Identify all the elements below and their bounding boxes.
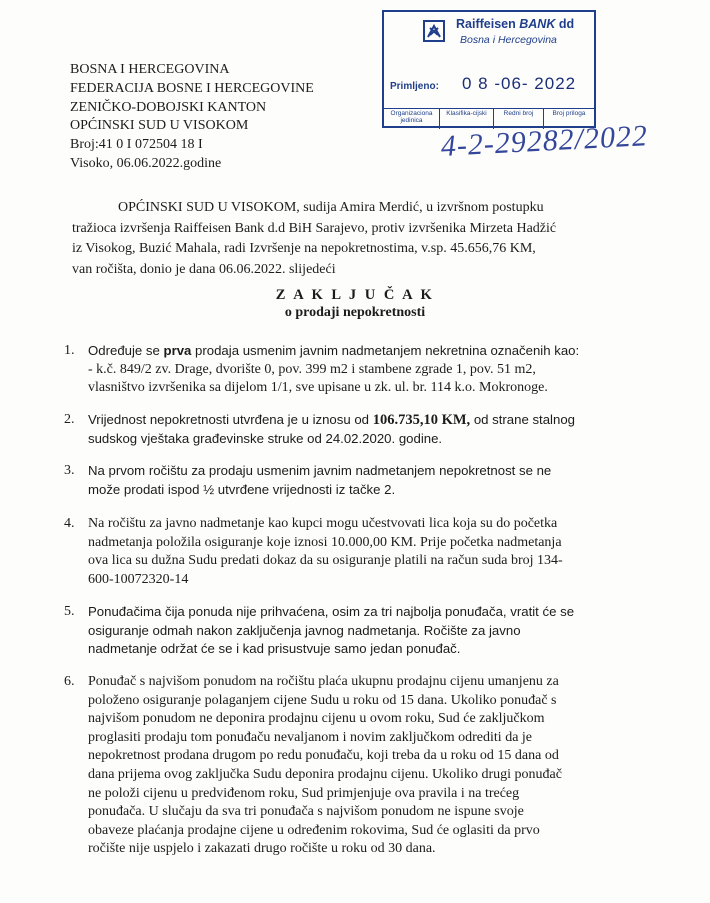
item-line: Vrijednost nepokretnosti utvrđena je u iznosu od 106.735,10 KM, od strane stalnog (88, 412, 575, 428)
raiffeisen-logo-icon (423, 20, 445, 42)
stamp-col-attach: Broj priloga (552, 110, 586, 117)
item-line: 600-10072320-14 (88, 571, 189, 587)
item-number: 6. (64, 674, 75, 689)
item-line: nepokretnost prodana drugom po redu ponuđaču, koji treba da u roku od 15 dana od (88, 748, 559, 764)
item-line: položeno osiguranje polaganjem cijene Sudu u roku od 15 dana. Ukoliko ponuđač s (88, 692, 557, 708)
numbered-item-5 (64, 603, 620, 659)
item-line: nadmetanje održat će se i kad prisustvuje samo jedan ponuđač. (88, 641, 461, 657)
item-line: proglasiti prodaju tom ponuđaču nevaljanom i novim zaključkom odrediti da je (88, 729, 533, 745)
item-number: 4. (64, 516, 75, 531)
document-date: Visoko, 06.06.2022.godine (70, 155, 222, 171)
item-line: ročište nije uspjelo i zakazati drugo ročište u roku od 30 dana. (88, 841, 436, 857)
handwritten-reference-number: 4-2-29282/2022 (440, 119, 649, 163)
header-line: OPĆINSKI SUD U VISOKOM (70, 118, 249, 134)
header-line: ZENIČKO-DOBOJSKI KANTON (70, 99, 267, 115)
item-line: osiguranje odmah nakon zaključenja javnog nadmetanja. Ročište za javno (88, 622, 521, 638)
stamp-bank-name: Raiffeisen BANK dd (456, 17, 575, 31)
item-line: ponuđača. U slučaju da sva tri ponuđača s najvišom ponudom ne ispune svoje (88, 804, 524, 820)
numbered-item-4 (64, 515, 620, 589)
item-number: 1. (64, 343, 75, 358)
numbered-item-3 (64, 462, 620, 499)
item-line: sudskog vještaka građevinske struke od 24.02.2020. godine. (88, 430, 443, 446)
document-subtitle: o prodaji nepokretnosti (284, 305, 426, 320)
intro-line: iz Visokog, Buzić Mahala, radi Izvršenje na nepokretnostima, v.sp. 45.656,76 KM, (72, 241, 536, 256)
case-number: Broj:41 0 I 072504 18 I (70, 137, 203, 153)
intro-paragraph (72, 198, 620, 280)
item-line: obaveze plaćanja prodajne cijene u određenim rokovima, Sud će oglasiti da prvo (88, 822, 540, 838)
item-line: ova lica su dužna Sudu predati dokaz da su osiguranje platili na račun suda broj 134- (88, 553, 563, 569)
item-line: Na ročištu za javno nadmetanje kao kupci mogu učestvovati lica koja su do početka (88, 516, 558, 531)
item-line: ne položi cijenu u predviđenom roku, Sud primjenjuje ova pravila i na trećeg (88, 785, 520, 801)
item-line: - k.č. 849/2 zv. Drage, dvorište 0, pov. 399 m2 i stambene zgrade 1, pov. 51 m2, (88, 361, 536, 377)
item-number: 2. (64, 412, 75, 427)
item-number: 3. (64, 463, 75, 478)
item-number: 5. (64, 604, 75, 619)
header-line: FEDERACIJA BOSNE I HERCEGOVINE (70, 80, 314, 96)
item-line: Određuje se prva prodaja usmenim javnim nadmetanjem nekretnina označenih kao: (88, 343, 580, 358)
item-line: Ponuđačima čija ponuda nije prihvaćena, osim za tri najbolja ponuđača, vratit će se (88, 604, 575, 619)
item-line: Na prvom ročištu za prodaju usmenim javnim nadmetanjem nepokretnost se ne (88, 463, 552, 478)
item-line: može prodati ispod ½ utvrđene vrijednosti iz tačke 2. (88, 481, 396, 497)
numbered-item-6 (64, 673, 620, 859)
numbered-item-1 (64, 342, 620, 398)
stamp-col-org: Organizaciona jedinica (384, 109, 440, 129)
bank-received-stamp (382, 10, 596, 128)
item-line: nadmetanja položila osiguranje koje iznosi 10.000,00 KM. Prije početka nadmetanja (88, 534, 562, 550)
item-line: dana prijema ovog zaključka Sudu deponira prodajnu cijenu. Ukoliko drugi ponuđač (88, 766, 562, 782)
item-line: vlasništvo izvršenika sa dijelom 1/1, sve upisane u zk. ul. br. 114 k.o. Mokronoge. (88, 380, 548, 396)
stamp-region: Bosna i Hercegovina (460, 34, 557, 46)
intro-line: OPĆINSKI SUD U VISOKOM, sudija Amira Merdić, u izvršnom postupku (118, 200, 544, 215)
item-line: Ponuđač s najvišom ponudom na ročištu plaća ukupnu prodajnu cijenu umanjenu za (88, 674, 559, 689)
court-header (70, 61, 314, 174)
stamp-col-seq: Redni broj (494, 109, 544, 129)
intro-line: van ročišta, donio je dana 06.06.2022. slijedeći (72, 261, 336, 277)
document-title: Z A K L J U Č A K (275, 287, 435, 303)
intro-line: tražioca izvršenja Raiffeisen Bank d.d BiH Sarajevo, protiv izvršenika Mirzeta Hadžić (72, 220, 557, 236)
stamp-received-label: Primljeno: (390, 81, 439, 92)
header-line: BOSNA I HERCEGOVINA (70, 62, 230, 77)
numbered-item-2 (64, 411, 620, 448)
item-line: najvišom ponudom ne deponira prodajnu cijenu u ovom roku, Sud će zaključkom (88, 711, 545, 727)
stamp-received-date: 0 8 -06- 2022 (462, 74, 577, 93)
stamp-col-class: Klasifika-cijski (440, 109, 494, 129)
